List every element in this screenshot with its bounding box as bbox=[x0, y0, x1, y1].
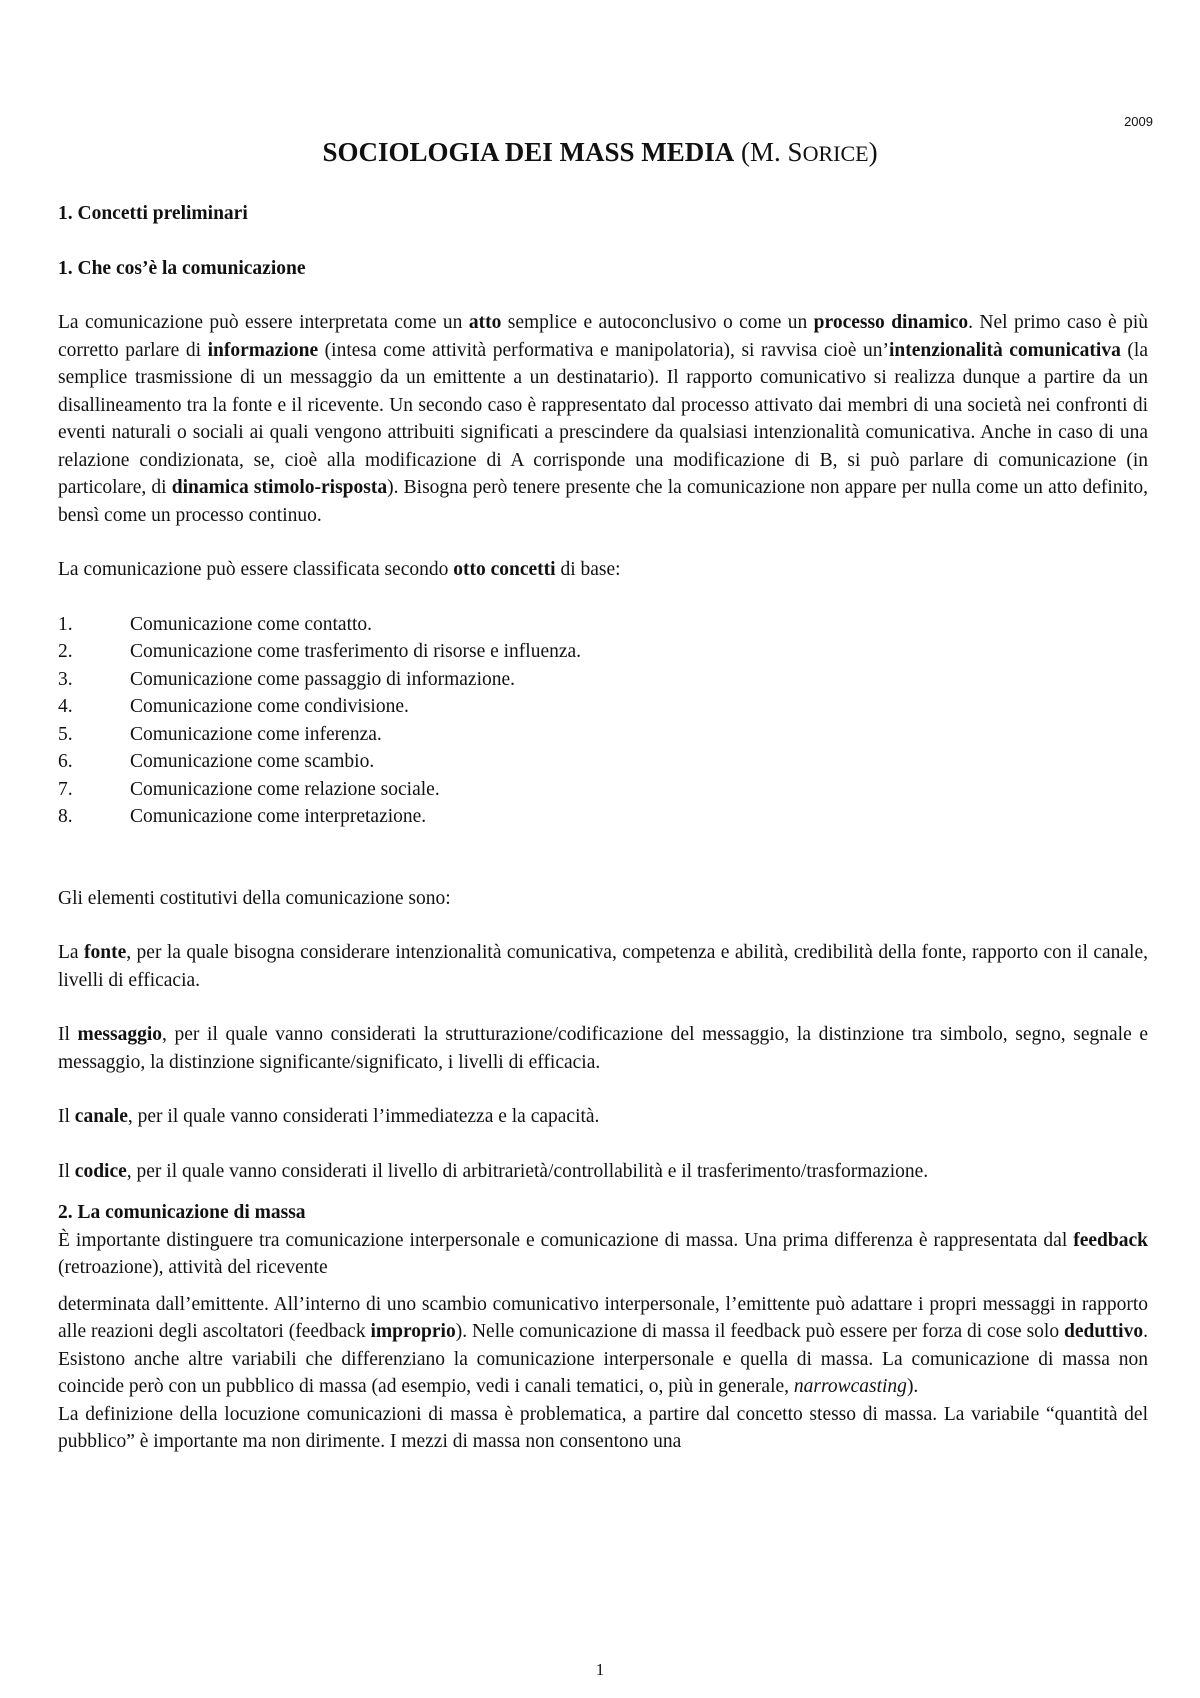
title-close: ) bbox=[868, 137, 878, 167]
title-author-rest: ORICE bbox=[802, 141, 869, 166]
section-heading-mass-communication: 2. La comunicazione di massa bbox=[58, 1202, 306, 1223]
concepts-list bbox=[58, 611, 1148, 831]
title-author-initial: S bbox=[787, 137, 803, 167]
list-item: 2. Comunicazione come trasferimento di risorse e influenza. bbox=[58, 641, 582, 662]
list-item: 4. Comunicazione come condivisione. bbox=[58, 696, 409, 717]
page-number: 1 bbox=[595, 1660, 605, 1679]
page-title bbox=[0, 137, 1200, 168]
paragraph-communication: La comunicazione può essere interpretata come un atto semplice e autoconclusivo o come un processo dinamico. Nel primo caso è più corretto parlare di informazione (intesa come attività performativa e manipolatoria), si ravvisa cioè un’intenzionalità comunicativa (la semplice trasmissione di un messaggio da un emittente a un destinatario). Il rapporto comunicativo si realizza dunque a partire da un disallineamento tra la fonte e il ricevente. Un secondo caso è rappresentato dal processo attivato dai membri di una società nei confronti di eventi naturali o sociali ai quali vengono attribuiti significati a prescindere da qualsiasi intenzionalità comunicativa. Anche in caso di una relazione condizionata, se, cioè alla modificazione di A corrisponde una modificazione di B, si può parlare di comunicazione (in particolare, di dinamica stimolo-risposta). Bisogna però tenere presente che la comunicazione non appare per nulla come un atto definito, bensì come un processo continuo. bbox=[58, 312, 1149, 526]
list-item: 1. Comunicazione come contatto. bbox=[58, 613, 373, 635]
list-item: 7. Comunicazione come relazione sociale. bbox=[58, 778, 440, 800]
header-year: 2009 bbox=[1124, 114, 1153, 129]
paragraph-codice: Il codice, per il quale vanno considerati il livello di arbitrarietà/controllabilità e il trasferimento/trasformazione. bbox=[58, 1160, 929, 1182]
paragraph-elements-intro: Gli elementi costitutivi della comunicazione sono: bbox=[58, 887, 451, 909]
paragraph-fonte: La fonte, per la quale bisogna considerare intenzionalità comunicativa, competenza e abilità, credibilità della fonte, rapporto con il canale, livelli di efficacia. bbox=[58, 942, 1148, 991]
list-item: 3. Comunicazione come passaggio di informazione. bbox=[58, 668, 516, 690]
list-item: 6. Comunicazione come scambio. bbox=[58, 751, 375, 772]
document-body bbox=[58, 200, 1148, 1456]
title-main: SOCIOLOGIA DEI MASS MEDIA bbox=[322, 137, 735, 167]
list-item: 5. Comunicazione come inferenza. bbox=[58, 723, 382, 745]
paragraph-mass-definition: La definizione della locuzione comunicazioni di massa è problematica, a partire dal concetto stesso di massa. La variabile “quantità del pubblico” è importante ma non dirimente. I mezzi di massa non consentono una bbox=[58, 1403, 1148, 1452]
paragraph-feedback: È importante distinguere tra comunicazione interpersonale e comunicazione di massa. Una prima differenza è rappresentata dal feedback (retroazione), attività del ricevente bbox=[58, 1229, 1148, 1278]
paragraph-canale: Il canale, per il quale vanno considerati l’immediatezza e la capacità. bbox=[58, 1106, 600, 1127]
section-heading: 1. Concetti preliminari bbox=[58, 203, 248, 224]
paragraph-messaggio: Il messaggio, per il quale vanno considerati la strutturazione/codificazione del messaggio, la distinzione tra simbolo, segno, segnale e messaggio, la distinzione significante/significato, i livelli di efficacia. bbox=[58, 1024, 1148, 1073]
list-item: 8. Comunicazione come interpretazione. bbox=[58, 806, 427, 827]
paragraph-classification: La comunicazione può essere classificata secondo otto concetti di base: bbox=[58, 559, 621, 580]
paragraph-feedback-continued: determinata dall’emittente. All’interno di uno scambio comunicativo interpersonale, l’emittente può adattare i propri messaggi in rapporto alle reazioni degli ascoltatori (feedback improprio). Nelle comunicazione di massa il feedback può essere per forza di cose solo deduttivo. Esistono anche altre variabili che differenziano la comunicazione interpersonale e quella di massa. La comunicazione di massa non coincide però con un pubblico di massa (ad esempio, vedi i canali tematici, o, più in generale, narrowcasting). bbox=[58, 1293, 1148, 1397]
title-open: (M. bbox=[741, 137, 788, 167]
subsection-heading: 1. Che cos’è la comunicazione bbox=[58, 257, 306, 279]
